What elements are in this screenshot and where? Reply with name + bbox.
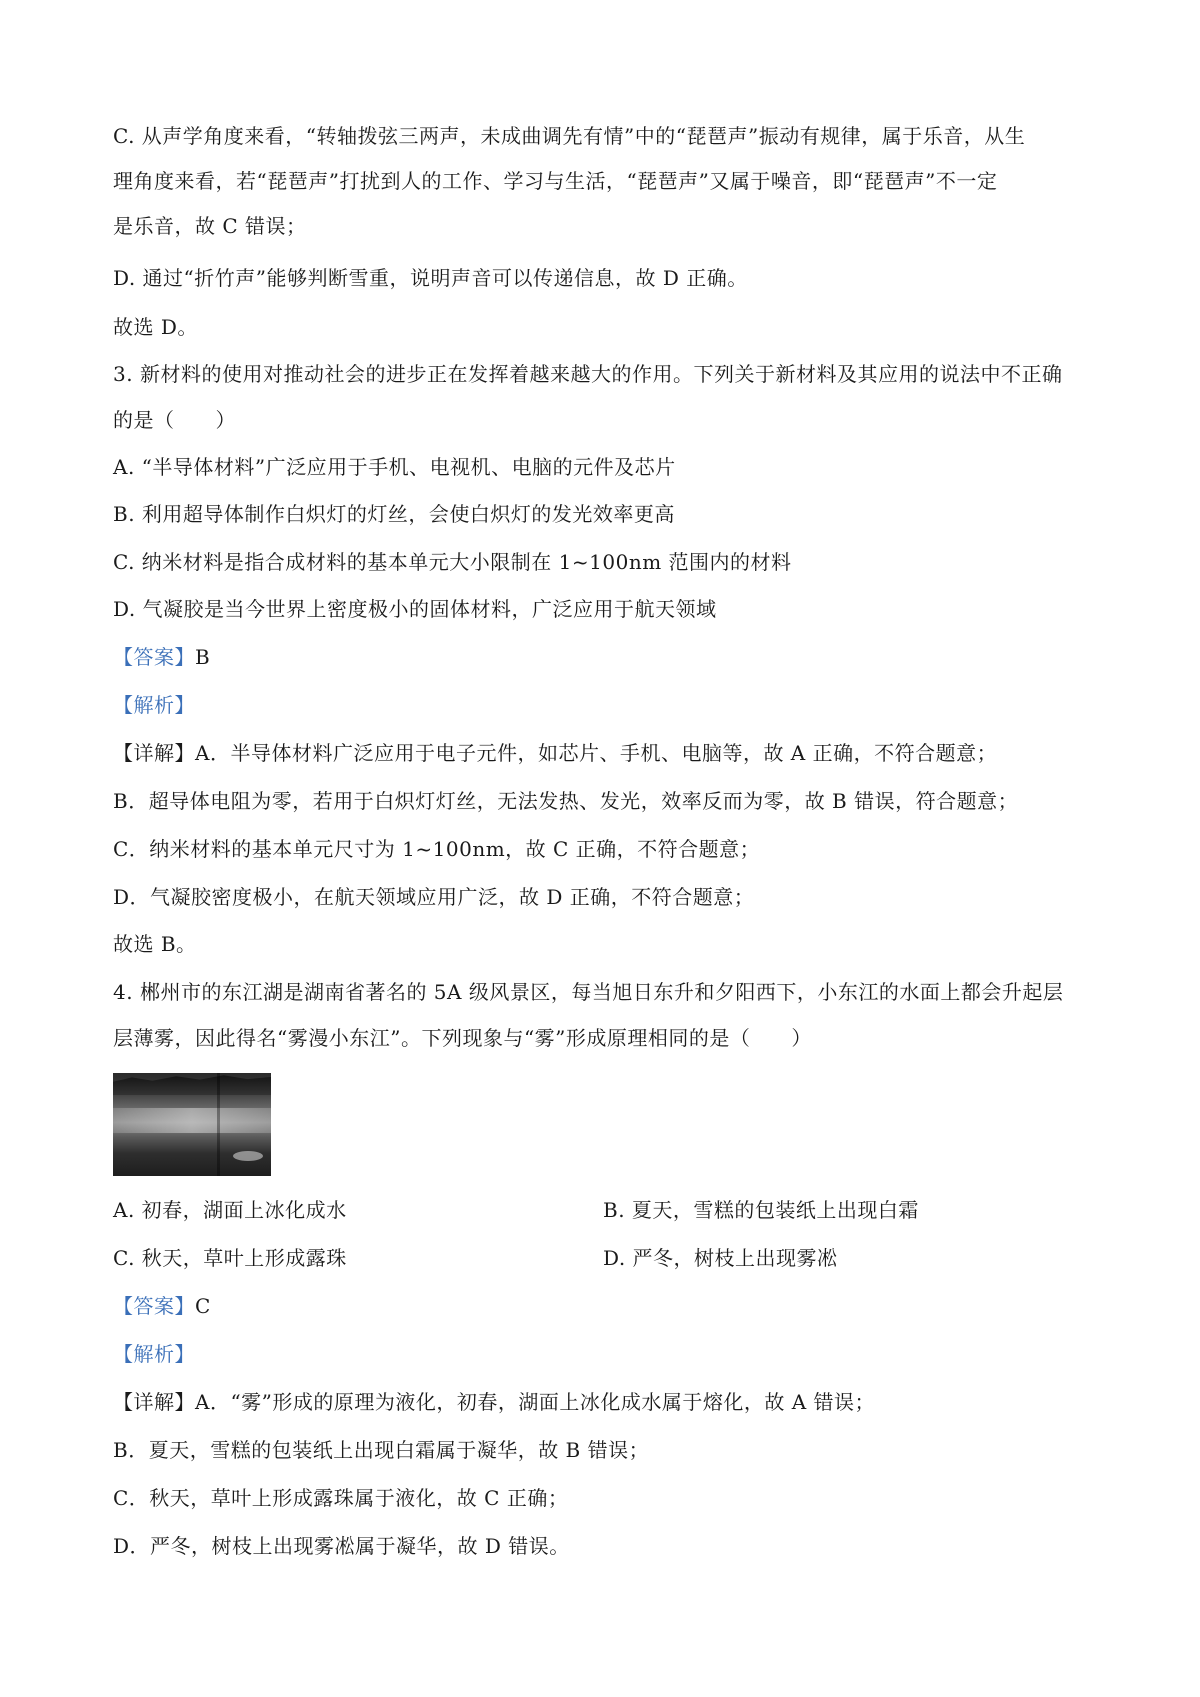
analysis-line bbox=[113, 691, 195, 719]
question-3-stem: 的是（ ） bbox=[113, 408, 236, 432]
analysis-tag: 【解析】 bbox=[113, 1342, 195, 1366]
lake-fog-photo bbox=[113, 1073, 271, 1176]
option-a: A. 初春，湖面上冰化成水 bbox=[113, 1198, 347, 1222]
question-4-stem: 4. 郴州市的东江湖是湖南省著名的 5A 级风景区，每当旭日东升和夕阳西下，小东江的水面上都会升起层 bbox=[113, 980, 1064, 1004]
detail-text: A．半导体材料广泛应用于电子元件，如芯片、手机、电脑等，故 A 正确，不符合题意； bbox=[195, 741, 998, 765]
detail-line: D．气凝胶密度极小，在航天领域应用广泛，故 D 正确，不符合题意； bbox=[113, 885, 755, 909]
question-3-stem: 3. 新材料的使用对推动社会的进步正在发挥着越来越大的作用。下列关于新材料及其应用的说法中不正确 bbox=[113, 362, 1063, 386]
photo-fold bbox=[217, 1073, 220, 1176]
photo-hills bbox=[113, 1073, 271, 1095]
detail-line: D．严冬，树枝上出现雾凇属于凝华，故 D 错误。 bbox=[113, 1534, 570, 1558]
analysis-line bbox=[113, 1340, 195, 1368]
detail-line: B．超导体电阻为零，若用于白炽灯灯丝，无法发热、发光，效率反而为零，故 B 错误，符合题意； bbox=[113, 789, 1019, 813]
answer-line bbox=[113, 643, 210, 671]
option-b: B. 利用超导体制作白炽灯的灯丝，会使白炽灯的发光效率更高 bbox=[113, 502, 675, 526]
text-line: 是乐音，故 C 错误； bbox=[113, 214, 307, 238]
text-line: C. 从声学角度来看，“转轴拨弦三两声，未成曲调先有情”中的“琵琶声”振动有规律，属于乐音，从生 bbox=[113, 124, 1026, 148]
option-c: C. 秋天，草叶上形成露珠 bbox=[113, 1246, 347, 1270]
answer-value: B bbox=[195, 645, 211, 669]
detail-line: C．纳米材料的基本单元尺寸为 1~100nm，故 C 正确，不符合题意； bbox=[113, 837, 761, 861]
detail-line bbox=[113, 739, 997, 767]
text-line: 故选 D。 bbox=[113, 315, 198, 339]
photo-patch bbox=[233, 1151, 263, 1161]
detail-text: A．“雾”形成的原理为液化，初春，湖面上冰化成水属于熔化，故 A 错误； bbox=[195, 1390, 876, 1414]
detail-tag: 【详解】 bbox=[113, 1390, 195, 1414]
question-4-stem: 层薄雾，因此得名“雾漫小东江”。下列现象与“雾”形成原理相同的是（ ） bbox=[113, 1026, 812, 1050]
analysis-tag: 【解析】 bbox=[113, 693, 195, 717]
option-a: A. “半导体材料”广泛应用于手机、电视机、电脑的元件及芯片 bbox=[113, 455, 676, 479]
photo-mist bbox=[113, 1108, 271, 1133]
option-d: D. 气凝胶是当今世界上密度极小的固体材料，广泛应用于航天领域 bbox=[113, 597, 717, 621]
detail-line: B．夏天，雪糕的包装纸上出现白霜属于凝华，故 B 错误； bbox=[113, 1438, 650, 1462]
answer-line bbox=[113, 1292, 211, 1320]
text-line: 理角度来看，若“琵琶声”打扰到人的工作、学习与生活，“琵琶声”又属于噪音，即“琵琶声”不一定 bbox=[113, 169, 998, 193]
text-line: D. 通过“折竹声”能够判断雪重，说明声音可以传递信息，故 D 正确。 bbox=[113, 266, 748, 290]
detail-line: 故选 B。 bbox=[113, 932, 197, 956]
answer-value: C bbox=[195, 1294, 211, 1318]
detail-line bbox=[113, 1388, 875, 1416]
detail-line: C．秋天，草叶上形成露珠属于液化，故 C 正确； bbox=[113, 1486, 569, 1510]
answer-tag: 【答案】 bbox=[113, 645, 195, 669]
option-c: C. 纳米材料是指合成材料的基本单元大小限制在 1~100nm 范围内的材料 bbox=[113, 550, 792, 574]
answer-tag: 【答案】 bbox=[113, 1294, 195, 1318]
option-d: D. 严冬，树枝上出现雾凇 bbox=[603, 1246, 838, 1270]
detail-tag: 【详解】 bbox=[113, 741, 195, 765]
option-b: B. 夏天，雪糕的包装纸上出现白霜 bbox=[603, 1198, 919, 1222]
